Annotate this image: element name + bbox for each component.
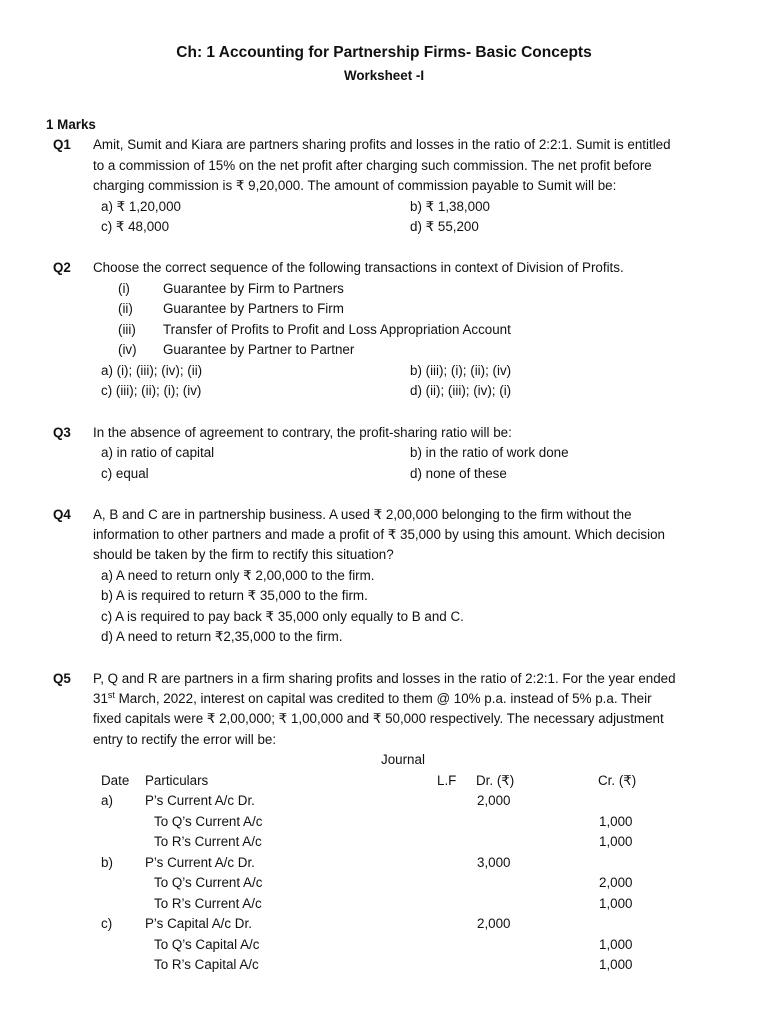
journal-dr: 2,000 — [477, 793, 511, 808]
journal-dr: 2,000 — [477, 916, 511, 931]
option-b: b) A is required to return ₹ 35,000 to the firm. — [101, 588, 368, 603]
journal-particulars: To R’s Current A/c — [154, 834, 262, 849]
header-dr: Dr. (₹) — [476, 773, 515, 788]
question-text-line: information to other partners and made a profit of ₹ 35,000 by using this amount. Which decision — [93, 527, 665, 542]
list-item-number: (iv) — [118, 342, 137, 357]
option-a: a) ₹ 1,20,000 — [101, 199, 181, 214]
journal-date: a) — [101, 793, 113, 808]
option-a: a) A need to return only ₹ 2,00,000 to the firm. — [101, 568, 375, 583]
question-number: Q4 — [53, 507, 71, 522]
question-number: Q2 — [53, 260, 71, 275]
question-text-line: Amit, Sumit and Kiara are partners sharing profits and losses in the ratio of 2:2:1. Sumit is entitled — [93, 137, 671, 152]
list-item-number: (ii) — [118, 301, 133, 316]
list-item-text: Transfer of Profits to Profit and Loss Appropriation Account — [163, 322, 511, 337]
journal-particulars: P’s Current A/c Dr. — [145, 793, 255, 808]
question-number: Q1 — [53, 137, 71, 152]
worksheet-subtitle: Worksheet -I — [343, 68, 425, 83]
option-c: c) ₹ 48,000 — [101, 219, 170, 234]
question-text-line — [93, 691, 652, 706]
question-text-line: should be taken by the firm to rectify this situation? — [93, 547, 394, 562]
journal-date: b) — [101, 855, 113, 870]
journal-date: c) — [101, 916, 113, 931]
section-heading: 1 Marks — [46, 117, 96, 132]
header-particulars: Particulars — [145, 773, 209, 788]
question-text-line: P, Q and R are partners in a firm sharing profits and losses in the ratio of 2:2:1. For the year ended — [93, 671, 676, 686]
journal-cr: 1,000 — [599, 814, 633, 829]
journal-particulars: P’s Current A/c Dr. — [145, 855, 255, 870]
option-a: a) in ratio of capital — [101, 445, 215, 460]
list-item-number: (iii) — [118, 322, 136, 337]
page-title: Ch: 1 Accounting for Partnership Firms- Basic Concepts — [176, 44, 592, 61]
option-d: d) (ii); (iii); (iv); (i) — [410, 383, 512, 398]
journal-dr: 3,000 — [477, 855, 511, 870]
journal-cr: 1,000 — [599, 957, 633, 972]
option-d: d) none of these — [410, 466, 507, 481]
journal-particulars: P’s Capital A/c Dr. — [145, 916, 252, 931]
question-text-line: A, B and C are in partnership business. A used ₹ 2,00,000 belonging to the firm without the — [93, 507, 632, 522]
option-a: a) (i); (iii); (iv); (ii) — [101, 363, 203, 378]
list-item-text: Guarantee by Firm to Partners — [163, 281, 344, 296]
option-b: b) (iii); (i); (ii); (iv) — [410, 363, 512, 378]
journal-particulars: To R’s Current A/c — [154, 896, 262, 911]
header-cr: Cr. (₹) — [598, 773, 637, 788]
option-c: c) A is required to pay back ₹ 35,000 only equally to B and C. — [101, 609, 464, 624]
journal-title: Journal — [381, 752, 425, 767]
date-rest: March, 2022, interest on capital was credited to them @ 10% p.a. instead of 5% p.a. Their — [114, 691, 652, 706]
option-c: c) (iii); (ii); (i); (iv) — [101, 383, 202, 398]
option-b: b) ₹ 1,38,000 — [410, 199, 490, 214]
question-text-line: Choose the correct sequence of the following transactions in context of Division of Profits. — [93, 260, 624, 275]
question-text-line: charging commission is ₹ 9,20,000. The amount of commission payable to Sumit will be: — [93, 178, 617, 193]
option-c: c) equal — [101, 466, 149, 481]
list-item-text: Guarantee by Partners to Firm — [163, 301, 344, 316]
option-d: d) A need to return ₹2,35,000 to the firm. — [101, 629, 343, 644]
journal-particulars: To Q’s Current A/c — [154, 814, 263, 829]
question-number: Q3 — [53, 425, 71, 440]
date-day: 31 — [93, 691, 108, 706]
date-ordinal: st — [107, 690, 115, 700]
list-item-text: Guarantee by Partner to Partner — [163, 342, 355, 357]
question-text-line: to a commission of 15% on the net profit after charging such commission. The net profit before — [93, 158, 652, 173]
option-d: d) ₹ 55,200 — [410, 219, 479, 234]
journal-cr: 1,000 — [599, 834, 633, 849]
journal-particulars: To Q’s Capital A/c — [154, 937, 260, 952]
question-text-line: fixed capitals were ₹ 2,00,000; ₹ 1,00,000 and ₹ 50,000 respectively. The necessary adjustment — [93, 711, 664, 726]
journal-cr: 1,000 — [599, 937, 633, 952]
header-date: Date — [101, 773, 130, 788]
option-b: b) in the ratio of work done — [410, 445, 569, 460]
question-text-line: entry to rectify the error will be: — [93, 732, 277, 747]
journal-particulars: To R’s Capital A/c — [154, 957, 259, 972]
question-text-line: In the absence of agreement to contrary, the profit-sharing ratio will be: — [93, 425, 512, 440]
journal-particulars: To Q’s Current A/c — [154, 875, 263, 890]
question-number: Q5 — [53, 671, 71, 686]
header-lf: L.F — [437, 773, 457, 788]
journal-cr: 1,000 — [599, 896, 633, 911]
journal-cr: 2,000 — [599, 875, 633, 890]
list-item-number: (i) — [118, 281, 130, 296]
